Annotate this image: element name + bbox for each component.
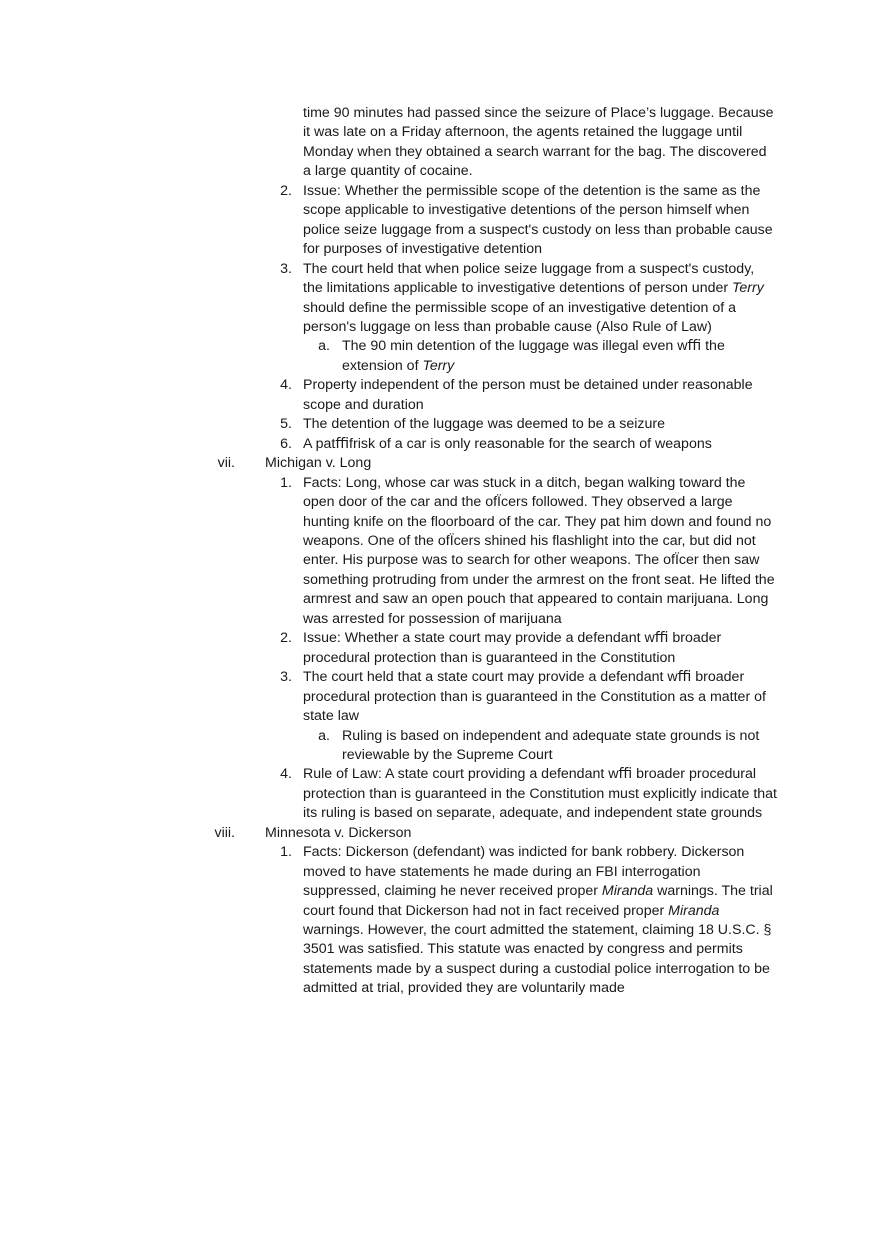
list-marker: a. <box>318 338 330 355</box>
list-item-text <box>303 261 764 335</box>
case-title: Michigan v. Long <box>265 455 372 472</box>
list-item-text: Issue: Whether a state court may provide a defendant wﬃ broader procedural protection than is guaranteed in the Constitution <box>303 630 722 666</box>
list-marker: 4. <box>280 766 292 783</box>
facts-continuation-text: time 90 minutes had passed since the seizure of Place’s luggage. Because it was late on a Friday afternoon, the agents retained the luggage until Monday when they obtained a search warrant for the bag. The discovered a large quantity of cocaine. <box>303 105 774 180</box>
place-issue-item <box>0 182 777 260</box>
place-holding-item <box>0 260 777 338</box>
case-name-italic: Terry <box>422 357 455 374</box>
long-subitem <box>0 727 772 766</box>
text-run: The court held that when police seize luggage from a suspect's custody, the limitations applicable to investigative detentions of person under <box>303 260 755 297</box>
list-item-text: Issue: Whether the permissible scope of the detention is the same as the scope applicable to investigative detentions of the person himself when police seize luggage from a suspect's custody on less than probable cause for purposes of investigative detention <box>303 182 773 258</box>
long-holding-item <box>0 668 777 726</box>
case-name-italic: Miranda <box>668 902 720 919</box>
document-body <box>0 104 880 999</box>
long-issue-item <box>0 629 777 668</box>
list-marker: 1. <box>280 474 292 491</box>
list-marker: 2. <box>280 630 292 647</box>
list-item-text: Rule of Law: A state court providing a defendant wﬃ broader procedural protection than is guaranteed in the Constitution must explicitly indicate that its ruling is based on separate, adequate, and independent state grounds <box>303 766 777 822</box>
text-run: warnings. However, the court admitted the statement, claiming 18 U.S.C. § 3501 was satisfied. This statute was enacted by congress and permits statements made by a suspect during a custodial police interrogation to be admitted at trial, provided they are voluntarily made <box>303 922 772 997</box>
case-heading-michigan-v-long <box>0 454 880 473</box>
long-rule-item <box>0 765 777 823</box>
list-item-text <box>303 844 773 996</box>
case-name-italic: Miranda <box>601 883 654 900</box>
list-marker: a. <box>318 727 330 744</box>
list-marker: 3. <box>280 260 292 277</box>
list-marker: 5. <box>280 416 292 433</box>
list-marker: 3. <box>280 669 292 686</box>
list-marker: 4. <box>280 377 292 394</box>
list-item-text <box>342 338 725 373</box>
text-run: warnings. The trial court found that Dickerson had not in fact received proper <box>303 883 773 919</box>
list-marker: 1. <box>280 844 292 861</box>
list-marker: 6. <box>280 435 292 452</box>
list-item-text: A patﬃfrisk of a car is only reasonable for the search of weapons <box>303 435 712 452</box>
list-item-text: Facts: Long, whose car was stuck in a ditch, began walking toward the open door of the car and the ofÏcers followed. They observed a large hunting knife on the floorboard of the car. They pat him down and found no weapons. One of the ofÏcers shined his flashlight into the car, but did not enter. His purpose was to search for other weapons. The ofÏcer then saw something protruding from under the armrest on the front seat. He lifted the armrest and saw an open pouch that appeared to contain marijuana. Long was arrested for possession of marijuana <box>303 474 775 627</box>
case-marker: viii. <box>214 824 235 841</box>
text-run: Facts: Dickerson (defendant) was indicted for bank robbery. Dickerson moved to have statements he made during an FBI interrogation suppressed, claiming he never received proper <box>303 844 745 900</box>
place-property-item <box>0 376 777 415</box>
long-facts-item <box>0 474 777 630</box>
list-item-text: The detention of the luggage was deemed to be a seizure <box>303 416 666 433</box>
case-title: Minnesota v. Dickerson <box>265 824 412 841</box>
dickerson-facts-item <box>0 843 777 999</box>
text-run: should define the permissible scope of an investigative detention of a person's luggage on less than probable cause (Also Rule of Law) <box>303 299 736 335</box>
case-heading-minnesota-v-dickerson <box>0 824 880 843</box>
list-item-text: Ruling is based on independent and adequate state grounds is not reviewable by the Supreme Court <box>342 727 760 763</box>
case-marker: vii. <box>217 455 235 472</box>
text-run: The 90 min detention of the luggage was illegal even wﬃ the extension of <box>342 338 725 374</box>
list-marker: 2. <box>280 182 292 199</box>
list-item-text: Property independent of the person must be detained under reasonable scope and duration <box>303 377 753 413</box>
place-subitem <box>0 337 772 376</box>
place-frisk-item <box>0 435 777 454</box>
place-seizure-item <box>0 415 777 434</box>
facts-continuation <box>0 104 777 182</box>
list-item-text: The court held that a state court may provide a defendant wﬃ broader procedural protection than is guaranteed in the Constitution as a matter of state law <box>303 669 766 725</box>
case-name-italic: Terry <box>732 280 764 297</box>
